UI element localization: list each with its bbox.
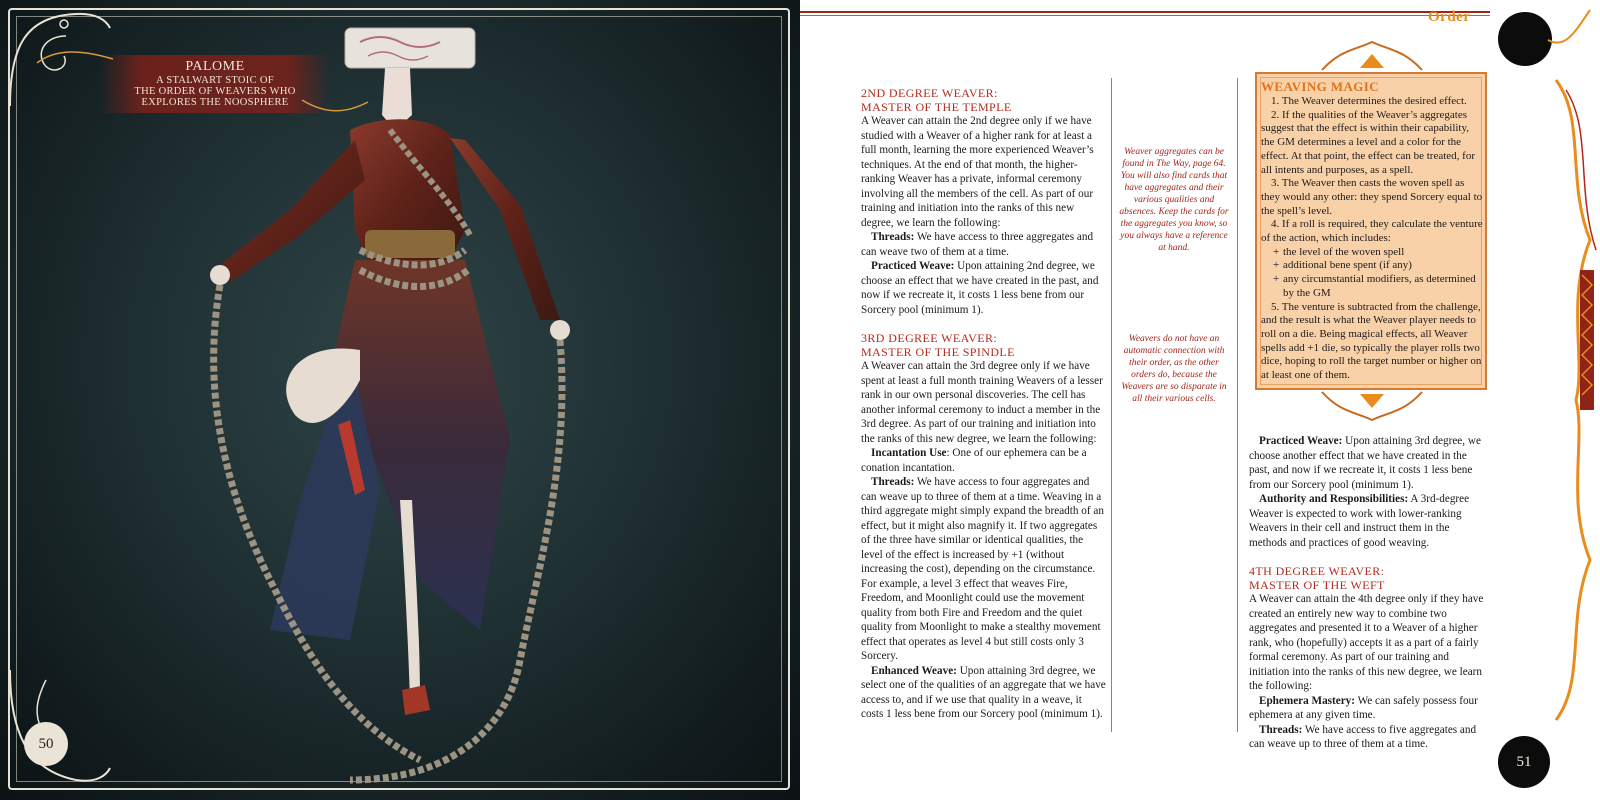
text-column-right (1249, 434, 1489, 752)
palome-figure-illustration (120, 20, 680, 790)
label-authority: Authority and Responsibilities: (1259, 493, 1409, 505)
paragraph-incantation-use (861, 446, 1107, 475)
list-item: + any circumstantial modifiers, as determined by the GM (1273, 273, 1476, 299)
paragraph-authority (1249, 492, 1489, 550)
caption-title: PALOME (185, 59, 245, 74)
right-page-text (800, 0, 1600, 800)
label-threads: Threads: (871, 231, 915, 243)
caption-line-1: A STALWART STOIC OF (156, 75, 274, 86)
heading-3rd-degree-line1: 3RD DEGREE WEAVER: (861, 331, 998, 345)
page-number-left: 50 (24, 722, 68, 766)
paragraph-practiced-weave-3rd (1249, 434, 1489, 492)
paragraph-threads-4th (1249, 723, 1489, 752)
character-caption-banner (100, 55, 330, 113)
magic-step-4: 4. If a roll is required, they calculate the venture of the action, which includes: (1261, 218, 1483, 245)
text-threads-3rd: We have access to four aggregates and can weave up to three of them at a time. Weaving in a third aggregate might simply expand the breadth of an effect, but it might also magnify it. If two aggregates of the three have similar or identical qualities, the level of the effect is increased by +1 (without increasing the cost), depending on the circumstance. For example, a level 3 effect that weaves Fire, Freedom, and Moonlight could use the movement quality from both Fire and Freedom and the quiet quality from Moonlight to make a stealthy movement effect that operates as level 4 but still costs only 3 Sorcery. (861, 476, 1104, 662)
top-rule-thin (800, 15, 1490, 16)
corner-flourish-bottom-left (6, 660, 116, 790)
text-authority: A 3rd-degree Weaver is expected to work with lower-ranking Weavers in their cell and instruct them in the methods and practices of good weaving. (1249, 493, 1470, 549)
paragraph-ephemera-mastery (1249, 694, 1489, 723)
text-practiced-weave-3rd: Upon attaining 3rd degree, we choose another effect that we have created in the past, and now if we recreate it, it costs 1 less bene from our Sorcery pool (minimum 1). (1249, 435, 1481, 491)
column-divider-left (1111, 78, 1112, 732)
label-enhanced-weave: Enhanced Weave: (871, 664, 957, 677)
top-rule (800, 11, 1490, 13)
paragraph-practiced-weave-2nd (861, 259, 1107, 317)
text-practiced-weave: Upon attaining 2nd degree, we choose an effect that we have created in the past, and now if we recreate it, it costs 1 less bene from our Sorcery pool (minimum 1). (861, 260, 1099, 316)
caption-flourish-left (35, 45, 115, 75)
heading-4th-degree-line1: 4TH DEGREE WEAVER: (1249, 564, 1385, 578)
label-ephemera-mastery: Ephemera Mastery: (1259, 694, 1355, 707)
list-item: + additional bene spent (if any) (1273, 259, 1412, 272)
weaving-magic-body (1261, 95, 1483, 383)
caption-flourish-right (300, 90, 370, 120)
magic-step-1: 1. The Weaver determines the desired effect. (1271, 95, 1467, 107)
sidebar-note-aggregates: Weaver aggregates can be found in The Way, page 64. You will also find cards that have aggregates and their various qualities and absences. Keep the cards for the aggregates you know, so you always have a reference at hand. (1119, 147, 1229, 253)
label-practiced-weave-3rd: Practiced Weave: (1259, 435, 1343, 447)
text-enhanced-weave: Upon attaining 3rd degree, we select one of the qualities of an aggregate that we have access to, and if we use that quality in a weave, it costs 1 less bene from our Sorcery pool (minimum 1). (861, 664, 1106, 720)
heading-2nd-degree-line2: MASTER OF THE TEMPLE (861, 100, 1012, 114)
right-page-ornamental-border (1546, 0, 1600, 800)
sidebar-note-connection: Weavers do not have an automatic connection with their order, as the other orders do, because the Weavers are so disparate in all their various cells. (1121, 334, 1227, 404)
weaving-magic-title: WEAVING MAGIC (1261, 79, 1379, 94)
magic-step-5: 5. The venture is subtracted from the challenge, and the result is what the Weaver player needs to roll on a die. Being magical effects, all Weaver spells add +1 die, so typically the player rolls two dice, hoping to roll the target number or higher on at least one of them. (1261, 300, 1482, 382)
page-number-right: 51 (1498, 736, 1550, 788)
text-incantation-use: : One of our ephemera can be a conation incantation. (861, 447, 1087, 474)
text-ephemera-mastery: We can safely possess four ephemera at any given time. (1249, 694, 1478, 721)
caption-line-2: THE ORDER OF WEAVERS WHO (134, 86, 296, 97)
paragraph-threads-3rd (861, 475, 1107, 664)
column-divider-right (1237, 78, 1238, 732)
text-column-left (861, 86, 1107, 722)
heading-2nd-degree-line1: 2ND DEGREE WEAVER: (861, 86, 998, 100)
paragraph-4th-degree: A Weaver can attain the 4th degree only if they have created an entirely new way to combine two aggregates and presented it to a Weaver of a higher rank, who (hopefully) accepts it as a part of a fairly formal ceremony. As part of our training and initiation into the ranks of this new degree, we learn the following: (1249, 593, 1484, 692)
caption-line-3: EXPLORES THE NOOSPHERE (141, 97, 289, 108)
section-tab-label: Order (1428, 9, 1471, 25)
box-ornament-top (1320, 40, 1424, 74)
magic-venture-list (1261, 246, 1483, 301)
label-threads-4th: Threads: (1259, 723, 1303, 736)
magic-step-3: 3. The Weaver then casts the woven spell as they would any other: they spend Sorcery equal to the spell’s level. (1261, 177, 1483, 217)
magic-step-2: 2. If the qualities of the Weaver’s aggregates suggest that the effect is within their capability, the GM determines a level and a color for the effect. At that point, the effect can be treated, for all intents and purposes, as a spell. (1261, 108, 1475, 176)
heading-3rd-degree-line2: MASTER OF THE SPINDLE (861, 345, 1015, 359)
text-threads-4th: We have access to five aggregates and can weave up to three of them at a time. (1249, 723, 1477, 750)
list-item: + the level of the woven spell (1273, 245, 1405, 258)
paragraph-enhanced-weave (861, 664, 1107, 722)
paragraph-3rd-degree: A Weaver can attain the 3rd degree only if we have spent at least a full month training Weavers of a lesser rank in our own personal discoveries. The cell has another informal ceremony to induct a member in the 3rd degree. As part of our training and initiation into the ranks of this new degree, we learn the following: (861, 360, 1103, 445)
top-corner-medallion (1498, 12, 1552, 66)
paragraph-2nd-degree: A Weaver can attain the 2nd degree only if we have studied with a Weaver of a higher rank for at least a full month, learning the more experienced Weaver’s techniques. At the end of that month, the higher-ranking Weaver has a private, informal ceremony involving all the members of the cell. As part of our training and initiation into the ranks of this new degree, we learn the following: (861, 115, 1094, 229)
box-ornament-bottom (1320, 388, 1424, 422)
label-practiced-weave: Practiced Weave: (871, 260, 955, 272)
text-threads: We have access to three aggregates and can weave two of them at a time. (861, 231, 1094, 258)
paragraph-threads-2nd (861, 230, 1107, 259)
heading-4th-degree-line2: MASTER OF THE WEFT (1249, 578, 1385, 592)
weaving-magic-box (1255, 72, 1487, 390)
label-threads-3rd: Threads: (871, 476, 915, 488)
label-incantation-use: Incantation Use (871, 447, 947, 459)
